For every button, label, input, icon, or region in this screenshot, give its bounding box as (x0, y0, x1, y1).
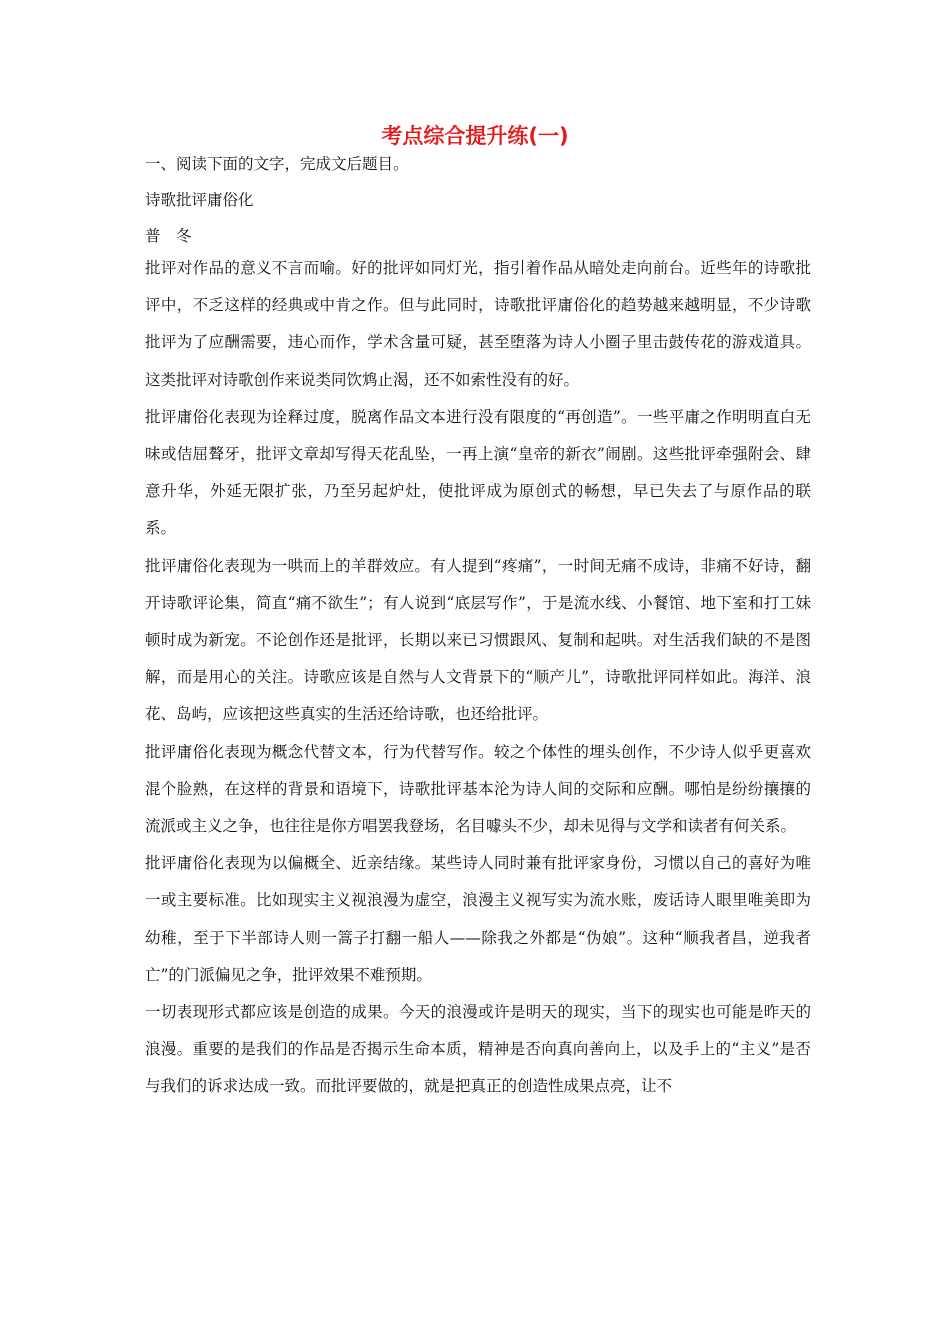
page-title: 考点综合提升练(一) (381, 124, 569, 148)
paragraph-1: 批评对作品的意义不言而喻。好的批评如同灯光，指引着作品从暗处走向前台。近些年的诗歌批评中，不乏这样的经典或中肯之作。但与此同时，诗歌批评庸俗化的趋势越来越明显，不少诗歌批评为了应酬需要，违心而作，学术含量可疑，甚至堕落为诗人小圈子里击鼓传花的游戏道具。这类批评对诗歌创作来说类同饮鸩止渴，还不如索性没有的好。 (145, 259, 811, 389)
document-body (145, 148, 811, 1106)
paragraph-4: 批评庸俗化表现为概念代替文本，行为代替写作。较之个体性的埋头创作，不少诗人似乎更喜欢混个脸熟，在这样的背景和语境下，诗歌批评基本沦为诗人间的交际和应酬。哪怕是纷纷攘攘的流派或主义之争，也往往是你方唱罢我登场，名目噱头不少，却未见得与文学和读者有何关系。 (145, 742, 811, 836)
paragraph-6: 一切表现形式都应该是创造的成果。今天的浪漫或许是明天的现实，当下的现实也可能是昨天的浪漫。重要的是我们的作品是否揭示生命本质，精神是否向真向善向上，以及手上的“主义”是否与我们的诉求达成一致。而批评要做的，就是把真正的创造性成果点亮，让不 (145, 1003, 811, 1096)
paragraph-5: 批评庸俗化表现为以偏概全、近亲结缘。某些诗人同时兼有批评家身份，习惯以自己的喜好为唯一或主要标准。比如现实主义视浪漫为虚空，浪漫主义视写实为流水账，废话诗人眼里唯美即为幼稚，至于下半部诗人则一篙子打翻一船人——除我之外都是“伪娘”。这种“顺我者昌，逆我者亡”的门派偏见之争，批评效果不难预期。 (145, 854, 811, 984)
paragraph-3: 批评庸俗化表现为一哄而上的羊群效应。有人提到“疼痛”，一时间无痛不成诗，非痛不好诗，翻开诗歌评论集，简直“痛不欲生”；有人说到“底层写作”，于是流水线、小餐馆、地下室和打工妹顿时成为新宠。不论创作还是批评，长期以来已习惯跟风、复制和起哄。对生活我们缺的不是图解，而是用心的关注。诗歌应该是自然与人文背景下的“顺产儿”，诗歌批评同样如此。海洋、浪花、岛屿，应该把这些真实的生活还给诗歌，也还给批评。 (145, 556, 811, 724)
article-author: 普 冬 (145, 227, 192, 245)
article-content (145, 250, 811, 1106)
paragraph-2: 批评庸俗化表现为诠释过度，脱离作品文本进行没有限度的“再创造”。一些平庸之作明明直白无味或佶屈聱牙，批评文章却写得天花乱坠，一再上演“皇帝的新衣”闹剧。这些批评牵强附会、肆意升华，外延无限扩张，乃至另起炉灶，使批评成为原创式的畅想，早已失去了与原作品的联系。 (145, 407, 811, 538)
article-title: 诗歌批评庸俗化 (145, 191, 254, 209)
question-instruction: 一、阅读下面的文字，完成文后题目。 (145, 155, 409, 173)
